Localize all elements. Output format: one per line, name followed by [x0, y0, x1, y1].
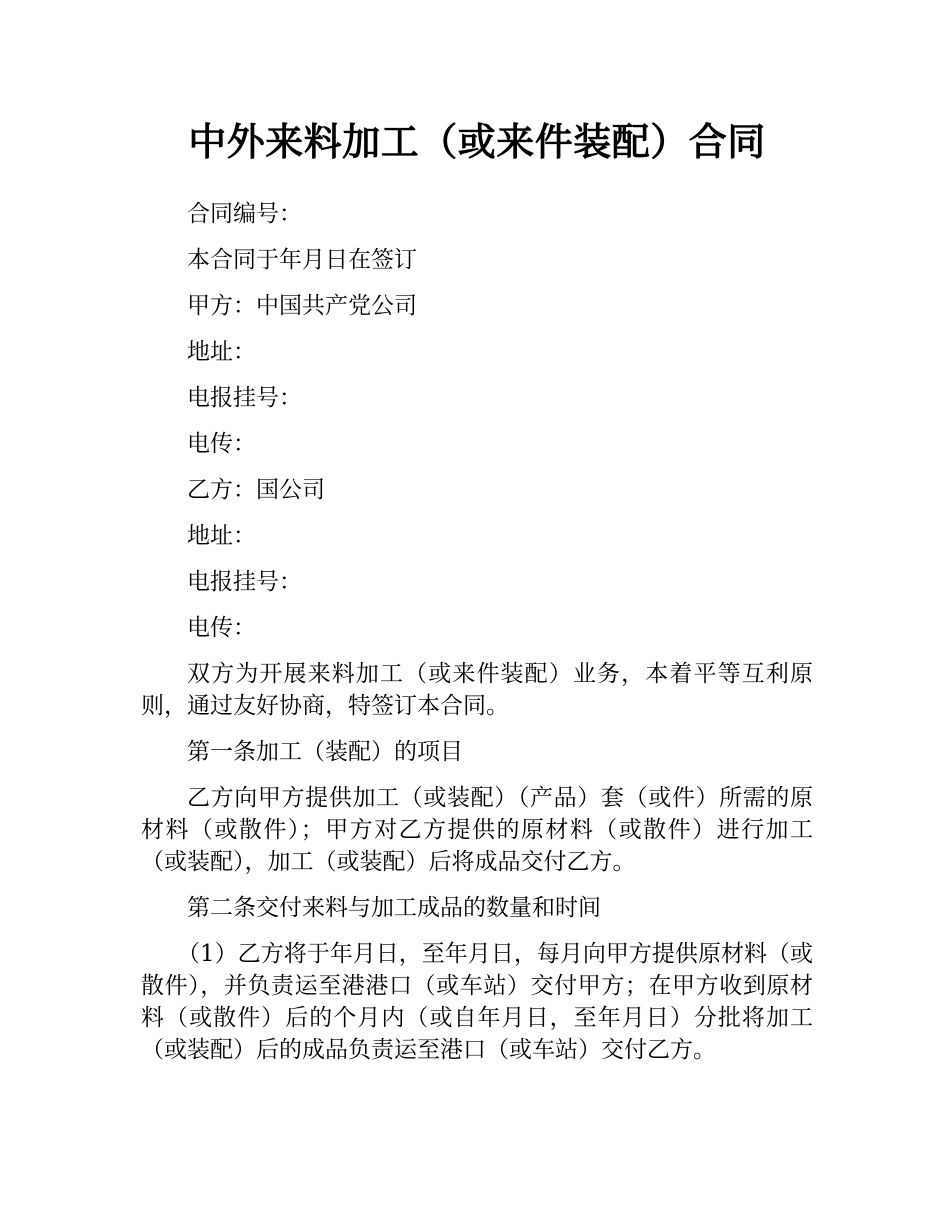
party-a-name: 甲方：中国共产党公司	[187, 293, 417, 319]
document-title: 中外来料加工（或来件装配）合同	[188, 120, 766, 164]
contract-number: 合同编号：	[187, 201, 302, 227]
article-1-body: 乙方向甲方提供加工（或装配）（产品）套（或件）所需的原材料（或散件）；甲方对乙方提供的原材料（或散件）进行加工（或装配），加工（或装配）后将成品交付乙方。	[141, 785, 813, 875]
party-b-cable: 电报挂号：	[187, 569, 302, 595]
party-a-telex: 电传：	[187, 431, 256, 457]
party-a-cable: 电报挂号：	[187, 385, 302, 411]
article-2-heading: 第二条交付来料与加工成品的数量和时间	[187, 895, 601, 921]
party-b-address: 地址：	[187, 523, 256, 549]
party-b-telex: 电传：	[187, 615, 256, 641]
signing-date-place: 本合同于年月日在签订	[187, 247, 417, 273]
party-b-name: 乙方：国公司	[187, 477, 325, 503]
article-2-item-1: （1）乙方将于年月日，至年月日，每月向甲方提供原材料（或散件），并负责运至港港口（或车站）交付甲方；在甲方收到原材料（或散件）后的个月内（或自年月日，至年月日）分批将加工（或装配）后的成品负责运至港口（或车站）交付乙方。	[141, 941, 813, 1063]
article-1-heading: 第一条加工（装配）的项目	[187, 739, 463, 765]
document-body	[141, 198, 813, 1080]
preamble: 双方为开展来料加工（或来件装配）业务，本着平等互利原则，通过友好协商，特签订本合同。	[141, 661, 813, 719]
party-a-address: 地址：	[187, 339, 256, 365]
